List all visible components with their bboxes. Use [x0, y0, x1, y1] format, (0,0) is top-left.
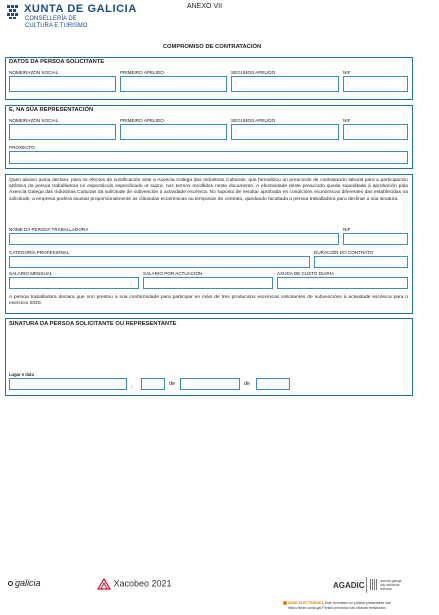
- xacobeo-brand: [97, 578, 172, 590]
- rep-nif-label: NIF: [343, 118, 351, 123]
- applicant-name-field[interactable]: [9, 76, 116, 92]
- rep-surname1-field[interactable]: [120, 124, 227, 140]
- agadic-mark: [366, 577, 406, 593]
- dept-line-2: CULTURA E TURISMO: [25, 23, 88, 29]
- annex-label: ANEXO VII: [187, 3, 223, 10]
- rep-surname2-field[interactable]: [231, 124, 339, 140]
- xunta-shield-icon: [6, 4, 19, 20]
- applicant-name-label: NOME/RAZÓN SOCIAL: [9, 70, 59, 75]
- duration-label: DURACIÓN DO CONTRATO: [314, 250, 374, 255]
- applicant-section-title: DATOS DA PERSOA SOLICITANTE: [9, 59, 105, 65]
- performance-salary-label: SALARIO POR ACTUACIÓN: [143, 271, 203, 276]
- galicia-logo-icon: [8, 581, 13, 586]
- applicant-surname2-label: SEGUNDO APELIDO: [231, 70, 276, 75]
- rep-nif-field[interactable]: [343, 124, 408, 140]
- monthly-salary-field[interactable]: [9, 277, 139, 289]
- duration-field[interactable]: [314, 256, 408, 268]
- agadic-grid-icon: [370, 579, 378, 590]
- category-field[interactable]: [9, 256, 310, 268]
- monthly-salary-label: SALARIO MENSUAL: [9, 271, 53, 276]
- rep-surname1-label: PRIMEIRO APELIDO: [120, 118, 164, 123]
- commitment-paragraph: Quen abaixo asina declara, para os efectos de xustificación ante a Axencia Galega das Industrias Culturais, que formalizou un preacordo de contratación laboral para a participación artística da persoa traballadora no espectáculo especificado ut supra, nos termos recollidos neste documento. A efectividade deste preacordo queda supeditada á aprobación pola Axencia Galega das Industrias Culturais da solicitude de subvención á actividade escénica. No suposto de resultar aprobada en condicións económicas diferentes das establecidas na solicitude, a empresa poderá axustar proporcionalmente as cláusulas económicas ou temporais do contrato, quedando facultada a persoa traballadora para declinar a súa sinatura.: [9, 178, 408, 202]
- day-field[interactable]: [141, 378, 165, 390]
- xacobeo-label: Xacobeo 2021: [113, 578, 172, 589]
- daily-cost-label: AXUDA DE CUSTO DIARIA: [277, 271, 335, 276]
- org-name: XUNTA DE GALICIA: [24, 3, 137, 15]
- sede-label: SEDE ELECTRÓNICA: [287, 601, 324, 605]
- sede-text-1: Este formulario só poderá presentarse nas: [324, 601, 391, 605]
- xunta-logo: [6, 4, 19, 20]
- applicant-surname2-field[interactable]: [231, 76, 339, 92]
- sede-text-2: https://sede.xunta.gal Portelo previstos nas oficinas rexistrados: [288, 605, 386, 610]
- daily-cost-field[interactable]: [277, 277, 408, 289]
- signature-section-title: SINATURA DA PERSOA SOLICITANTE OU REPRESENTANTE: [9, 321, 177, 327]
- worker-name-field[interactable]: [9, 233, 339, 245]
- applicant-nif-label: NIF: [343, 70, 351, 75]
- document-title: COMPROMISO DE CONTRATACIÓN: [162, 44, 262, 50]
- of-text-2: de: [244, 381, 251, 387]
- agadic-label: AGADIC: [333, 581, 365, 590]
- place-field[interactable]: [9, 378, 127, 390]
- place-date-label: Lugar e data: [9, 372, 34, 377]
- galicia-label: galicia: [15, 578, 41, 588]
- month-field[interactable]: [180, 378, 240, 390]
- sede-icon: [283, 601, 287, 605]
- applicant-surname1-field[interactable]: [120, 76, 227, 92]
- worker-nif-field[interactable]: [343, 233, 408, 245]
- category-label: CATEGORÍA PROFESIONAL: [9, 250, 70, 255]
- xacobeo-shell-icon: [97, 578, 111, 590]
- year-field[interactable]: [256, 378, 290, 390]
- rep-name-label: NOME/RAZÓN SOCIAL: [9, 118, 59, 123]
- place-comma: ,: [131, 383, 133, 389]
- applicant-surname1-label: PRIMEIRO APELIDO: [120, 70, 164, 75]
- worker-declaration: A persoa traballadora declara que non prestou a súa conformidade para participar en máis de tres producións escénicas solicitantes de subvencións á actividade escénica para o exercicio 2020.: [9, 295, 408, 307]
- galicia-brand: [8, 578, 41, 588]
- applicant-nif-field[interactable]: [343, 76, 408, 92]
- sede-electronica-notice: [283, 601, 391, 610]
- worker-name-label: NOME DA PERSOA TRABALLADORA: [9, 227, 89, 232]
- of-text-1: de: [169, 381, 176, 387]
- representative-section-title: E, NA SÚA REPRESENTACIÓN: [9, 107, 94, 113]
- rep-surname2-label: SEGUNDO APELIDO: [231, 118, 276, 123]
- rep-name-field[interactable]: [9, 124, 116, 140]
- project-field[interactable]: [9, 151, 408, 164]
- project-label: PROXECTO: [9, 145, 35, 150]
- worker-nif-label: NIF: [343, 227, 351, 232]
- agadic-subtitle: axencia galega das industrias culturais: [380, 579, 402, 591]
- dept-line-1: CONSELLERÍA DE: [25, 16, 77, 22]
- performance-salary-field[interactable]: [143, 277, 273, 289]
